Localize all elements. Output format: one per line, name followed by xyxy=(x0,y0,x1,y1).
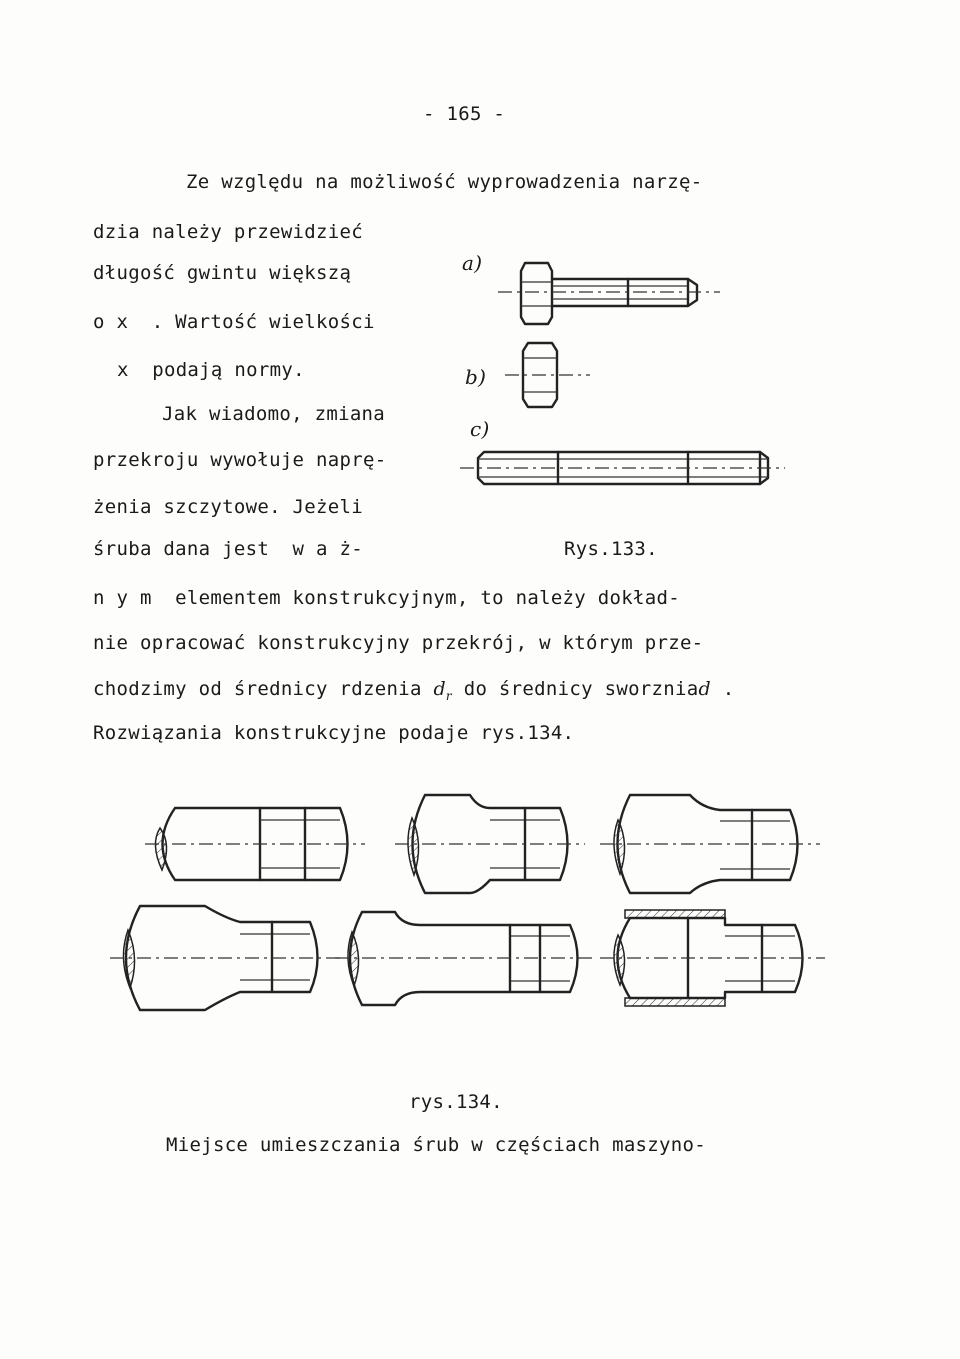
text-line-12-end: do średnicy sworznia xyxy=(463,678,699,700)
page-number: - 165 - xyxy=(423,103,506,125)
text-line-1: Ze względu na możliwość wyprowadzenia narzę- xyxy=(186,171,703,193)
text-line-5: x podają normy. xyxy=(117,359,305,381)
text-line-9: śruba dana jest w a ż- xyxy=(93,538,363,560)
text-line-13: Rozwiązania konstrukcyjne podaje rys.134. xyxy=(93,722,575,744)
figure-133-label-a: a) xyxy=(462,251,483,275)
variant-6-shaft-with-sleeve xyxy=(600,910,825,1006)
text-line-4: o x . Wartość wielkości xyxy=(93,311,375,333)
variant-2-shaft xyxy=(395,795,585,893)
text-line-7: przekroju wywołuje naprę- xyxy=(93,449,387,471)
symbol-subscript-r: r xyxy=(445,688,452,703)
text-line-11: nie opracować konstrukcyjny przekrój, w którym prze- xyxy=(93,632,704,654)
variant-3-shaft xyxy=(600,795,820,893)
variant-1-shaft xyxy=(145,808,365,880)
text-line-10: n y m elementem konstrukcyjnym, to należy dokład- xyxy=(93,587,680,609)
figure-134-caption: rys.134. xyxy=(409,1091,503,1113)
figure-133-label-b: b) xyxy=(465,365,487,389)
sentence-period: . xyxy=(722,678,735,700)
symbol-d-sworznia: d xyxy=(698,678,711,700)
variant-4-shaft xyxy=(110,906,340,1010)
text-line-2: dzia należy przewidzieć xyxy=(93,221,363,243)
text-line-8: żenia szczytowe. Jeżeli xyxy=(93,496,363,518)
symbol-d: d xyxy=(433,678,446,700)
figure-133-caption: Rys.133. xyxy=(564,538,658,560)
text-line-6: Jak wiadomo, zmiana xyxy=(162,403,386,425)
variant-5-shaft xyxy=(335,912,595,1005)
text-line-12-start: chodzimy od średnicy rdzenia xyxy=(93,678,422,700)
text-line-3: długość gwintu większą xyxy=(93,262,352,284)
figure-133-label-c: c) xyxy=(470,417,490,441)
footer-text-line: Miejsce umieszczania śrub w częściach maszyno- xyxy=(166,1134,706,1156)
